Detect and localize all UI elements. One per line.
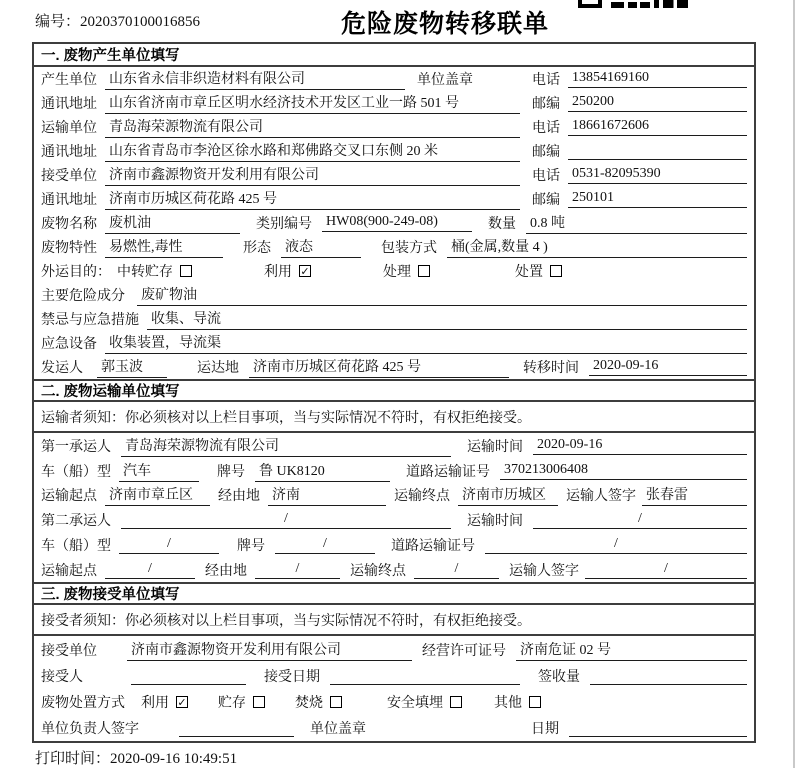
field-label: 邮编 — [532, 145, 560, 160]
field-label: 单位盖章 — [417, 73, 473, 88]
field-group — [41, 116, 532, 138]
clipped-glyph — [578, 0, 602, 8]
checkbox-unchecked — [450, 696, 462, 708]
field-label: 运输终点 — [394, 489, 450, 504]
checkbox-label: 处置 — [515, 265, 543, 280]
field-label: 接受单位 — [41, 169, 97, 184]
field-value: / — [533, 511, 747, 529]
form-row — [34, 163, 754, 187]
checkbox-unchecked — [418, 265, 430, 277]
form-row — [34, 331, 754, 355]
field-label: 电话 — [532, 73, 560, 88]
form-row — [34, 507, 754, 532]
field-value: 2020-09-16 — [533, 437, 747, 455]
field-value: / — [585, 561, 747, 579]
field-group — [532, 69, 747, 89]
field-value: / — [414, 561, 499, 579]
field-label: 通讯地址 — [41, 193, 97, 208]
field-label: 运输起点 — [41, 489, 97, 504]
field-value: 250200 — [568, 94, 747, 112]
print-time-label: 打印时间： — [35, 751, 111, 767]
field-value: / — [255, 561, 340, 579]
serial-number: 2020370100016856 — [80, 14, 201, 30]
field-value: 桶(金属,数量 4 ) — [447, 236, 747, 258]
field-label: 发运人 — [41, 361, 83, 376]
field-label: 车（船）型 — [41, 538, 111, 554]
field-label: 经营许可证号 — [422, 643, 506, 659]
checkbox-label: 安全填埋 — [387, 696, 443, 711]
field-label: 道路运输证号 — [391, 538, 475, 554]
field-value: 13854169160 — [568, 70, 747, 88]
field-label: 电话 — [532, 121, 560, 136]
manifest-form — [32, 42, 756, 743]
checkbox-label: 中转贮存 — [117, 265, 173, 280]
section-2-header: 二. 废物运输单位填写 — [34, 379, 754, 402]
field-label: 运输时间 — [467, 513, 523, 529]
field-value: 汽车 — [119, 460, 199, 482]
field-group — [41, 164, 532, 186]
document-serial — [35, 10, 200, 31]
field-value: 0.8 吨 — [526, 212, 747, 234]
section-1-header: 一. 废物产生单位填写 — [34, 44, 754, 67]
checkbox-label: 利用 — [141, 696, 169, 711]
checkbox-checked: ✓ — [300, 264, 310, 278]
clipped-stamp-artifact — [578, 0, 690, 9]
form-row — [34, 139, 754, 163]
form-row — [34, 636, 754, 663]
form-row — [34, 483, 754, 507]
form-row — [34, 715, 754, 741]
field-value — [590, 667, 747, 685]
field-label: 签收量 — [538, 670, 580, 685]
field-label: 运输终点 — [350, 563, 406, 579]
form-row — [34, 355, 754, 379]
field-value: 易燃性,毒性 — [105, 236, 223, 258]
checkbox-label: 利用 — [264, 265, 292, 280]
checkbox-item — [218, 692, 265, 712]
field-group — [41, 92, 532, 114]
field-value: 鲁 UK8120 — [255, 460, 390, 482]
field-group — [532, 165, 747, 185]
field-value: 山东省永信非织造材料有限公司 — [105, 68, 405, 90]
field-label: 邮编 — [532, 97, 560, 112]
field-label: 第二承运人 — [41, 513, 111, 529]
field-label: 运输单位 — [41, 121, 97, 136]
field-value: 山东省青岛市李沧区徐水路和郑佛路交叉口东侧 20 米 — [105, 140, 520, 162]
field-value: / — [485, 536, 747, 554]
form-row — [34, 283, 754, 307]
field-value — [330, 667, 520, 685]
field-value: 18661672606 — [568, 118, 747, 136]
checkbox-item — [383, 261, 430, 281]
field-value: 济南 — [268, 484, 386, 506]
field-label: 产生单位 — [41, 73, 97, 88]
checkbox-label: 处理 — [383, 265, 411, 280]
checkbox-item — [515, 261, 562, 281]
field-label: 转移时间 — [523, 361, 579, 376]
field-value: / — [121, 511, 451, 529]
field-label: 经由地 — [218, 489, 260, 504]
field-value: 济南市历城区 — [458, 484, 558, 506]
field-value: 济南市鑫源物资开发利用有限公司 — [127, 639, 412, 661]
field-group — [41, 188, 532, 210]
checkbox-item — [264, 261, 311, 281]
checkbox-label: 其他 — [494, 696, 522, 711]
field-label: 牌号 — [237, 538, 265, 554]
form-row — [34, 187, 754, 211]
field-value: 济南危证 02 号 — [516, 639, 747, 661]
form-row — [34, 532, 754, 557]
form-row — [34, 67, 754, 91]
checkbox-unchecked — [529, 696, 541, 708]
field-label: 应急设备 — [41, 337, 97, 352]
field-value: 青岛海荣源物流有限公司 — [105, 116, 520, 138]
checkbox-item — [295, 692, 342, 712]
field-value: 张春雷 — [642, 484, 747, 506]
field-label: 主要危险成分 — [41, 289, 125, 304]
form-row — [34, 259, 754, 283]
field-label: 数量 — [488, 217, 516, 232]
notice-text: 运输者须知：你必须核对以上栏目事项，当与实际情况不符时，有权拒绝接受。 — [41, 410, 531, 426]
field-label: 接受单位 — [41, 643, 97, 659]
field-label: 废物名称 — [41, 217, 97, 232]
field-value: 废矿物油 — [137, 284, 747, 306]
field-label: 接受人 — [41, 670, 83, 685]
field-value: 0531-82095390 — [568, 166, 747, 184]
field-label: 单位盖章 — [310, 722, 366, 737]
form-row — [34, 211, 754, 235]
form-row — [34, 459, 754, 483]
form-row — [34, 307, 754, 331]
form-row — [34, 433, 754, 459]
field-label: 运达地 — [197, 361, 239, 376]
field-label: 运输时间 — [467, 440, 523, 455]
field-group — [532, 117, 747, 137]
window-edge — [793, 0, 795, 768]
field-label: 运输人签字 — [566, 489, 636, 504]
checkbox-item — [387, 692, 462, 712]
field-value: 济南市历城区荷花路 425 号 — [105, 188, 520, 210]
field-value — [131, 667, 246, 685]
field-value — [179, 719, 294, 737]
form-row — [34, 557, 754, 582]
checkbox-label: 焚烧 — [295, 696, 323, 711]
field-label: 形态 — [243, 241, 271, 256]
notice-row — [34, 605, 754, 636]
serial-label: 编号： — [35, 14, 81, 30]
field-label: 日期 — [531, 722, 559, 737]
field-label: 通讯地址 — [41, 145, 97, 160]
checkbox-checked: ✓ — [177, 695, 187, 709]
form-row — [34, 663, 754, 689]
checkbox-item — [494, 692, 541, 712]
field-value: 收集、导流 — [147, 308, 747, 330]
field-value: 370213006408 — [500, 462, 747, 480]
field-label: 类别编号 — [256, 217, 312, 232]
print-time — [35, 747, 237, 768]
field-value: 济南市鑫源物资开发利用有限公司 — [105, 164, 520, 186]
checkbox-item — [117, 261, 192, 281]
field-value: / — [119, 536, 219, 554]
checkbox-unchecked — [180, 265, 192, 277]
field-value: 液态 — [281, 236, 361, 258]
field-value: HW08(900-249-08) — [322, 214, 472, 232]
clipped-glyph — [628, 2, 650, 8]
form-row — [34, 115, 754, 139]
field-label: 运输人签字 — [509, 563, 579, 579]
notice-row — [34, 402, 754, 433]
checkbox-unchecked — [550, 265, 562, 277]
field-label: 经由地 — [205, 563, 247, 579]
field-value — [568, 142, 747, 160]
field-value: 收集装置，导流渠 — [105, 332, 747, 354]
field-label: 邮编 — [532, 193, 560, 208]
document-title: 危险废物转移联单 — [340, 10, 549, 38]
clipped-glyph — [611, 2, 624, 8]
field-label: 废物特性 — [41, 241, 97, 256]
field-label: 第一承运人 — [41, 440, 111, 455]
field-group — [532, 189, 747, 209]
form-row — [34, 235, 754, 259]
checkbox-label: 贮存 — [218, 696, 246, 711]
field-label: 外运目的： — [41, 265, 111, 280]
field-label: 运输起点 — [41, 563, 97, 579]
clipped-glyph — [654, 0, 688, 8]
notice-text: 接受者须知：你必须核对以上栏目事项，当与实际情况不符时，有权拒绝接受。 — [41, 613, 531, 629]
field-label: 通讯地址 — [41, 97, 97, 112]
field-value: 青岛海荣源物流有限公司 — [121, 435, 451, 457]
field-label: 道路运输证号 — [406, 465, 490, 480]
field-value: 废机油 — [105, 212, 240, 234]
field-value: 2020-09-16 — [589, 358, 747, 376]
field-label: 单位负责人签字 — [41, 722, 139, 737]
field-value: 山东省济南市章丘区明水经济技术开发区工业一路 501 号 — [105, 92, 520, 114]
field-label: 禁忌与应急措施 — [41, 313, 139, 328]
field-value: / — [275, 536, 375, 554]
field-value — [569, 719, 747, 737]
checkbox-unchecked — [253, 696, 265, 708]
field-group — [41, 140, 532, 162]
section-3-header: 三. 废物接受单位填写 — [34, 582, 754, 605]
print-time-value: 2020-09-16 10:49:51 — [110, 751, 238, 767]
field-value: 济南市历城区荷花路 425 号 — [249, 356, 509, 378]
field-label: 牌号 — [217, 465, 245, 480]
field-value: 郭玉波 — [97, 356, 167, 378]
field-group — [532, 141, 747, 161]
checkbox-unchecked — [330, 696, 342, 708]
field-label: 车（船）型 — [41, 465, 111, 480]
field-value: 250101 — [568, 190, 747, 208]
form-row — [34, 689, 754, 715]
field-value: / — [105, 561, 195, 579]
field-label: 接受日期 — [264, 670, 320, 685]
field-group — [41, 68, 532, 90]
field-value: 济南市章丘区 — [105, 484, 210, 506]
field-label: 包装方式 — [381, 241, 437, 256]
checkbox-item — [141, 692, 188, 712]
form-row — [34, 91, 754, 115]
field-label: 废物处置方式 — [41, 696, 125, 711]
field-label: 电话 — [532, 169, 560, 184]
field-group — [532, 93, 747, 113]
